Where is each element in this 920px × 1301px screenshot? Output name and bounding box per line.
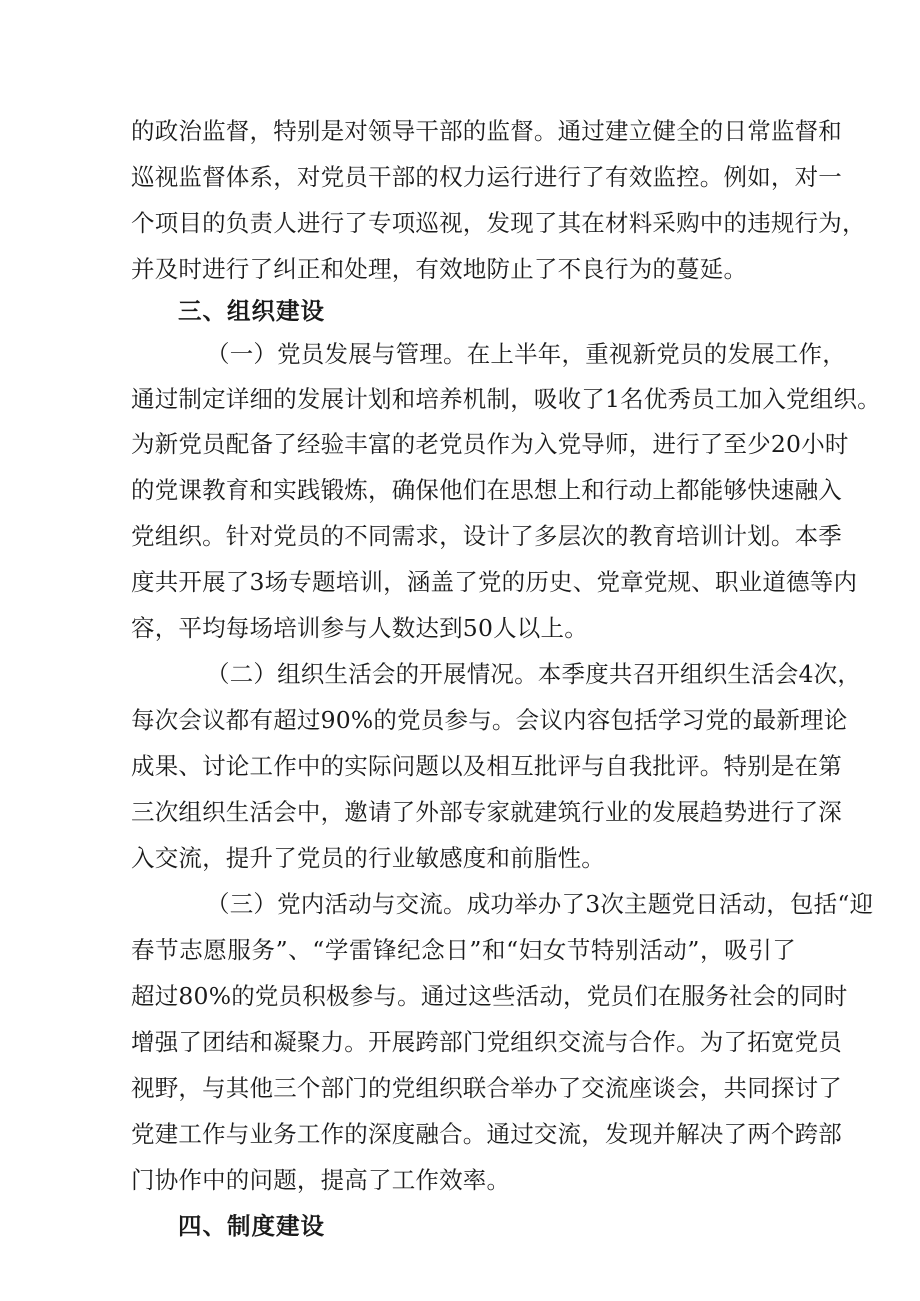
paragraph-line: 通过制定详细的发展计划和培养机制，吸收了1名优秀员工加入党组织。 [131,385,881,413]
paragraph-line: 党组织。针对党员的不同需求，设计了多层次的教育培训计划。本季 [131,522,842,550]
paragraph-line: 超过80%的党员积极参与。通过这些活动，党员们在服务社会的同时 [131,982,848,1010]
paragraph-line: 并及时进行了纠正和处理，有效地防止了不良行为的蔓延。 [131,255,748,283]
section-heading-institution: 四、制度建设 [178,1212,325,1240]
paragraph-line: 春节志愿服务”、“学雷锋纪念日”和“妇女节特别活动”，吸引了 [131,936,796,964]
paragraph-line: 的政治监督，特别是对领导干部的监督。通过建立健全的日常监督和 [131,117,842,145]
paragraph-line: （三）党内活动与交流。成功举办了3次主题党日活动，包括“迎 [206,890,874,918]
paragraph-line: 巡视监督体系，对党员干部的权力运行进行了有效监控。例如，对一 [131,163,842,191]
section-heading-organization: 三、组织建设 [178,297,325,325]
paragraph-line: 为新党员配备了经验丰富的老党员作为入党导师，进行了至少20小时 [131,430,849,458]
paragraph-line: 门协作中的问题，提高了工作效率。 [131,1166,511,1194]
paragraph-line: 个项目的负责人进行了专项巡视，发现了其在材料采购中的违规行为， [131,209,866,237]
paragraph-line: 度共开展了3场专题培训，涵盖了党的历史、党章党规、职业道德等内 [131,568,858,596]
paragraph-line: 党建工作与业务工作的深度融合。通过交流，发现并解决了两个跨部 [131,1120,842,1148]
paragraph-line: 的党课教育和实践锻炼，确保他们在思想上和行动上都能够快速融入 [131,476,842,504]
paragraph-line: 成果、讨论工作中的实际问题以及相互批评与自我批评。特别是在第 [131,752,842,780]
paragraph-line: 增强了团结和凝聚力。开展跨部门党组织交流与合作。为了拓宽党员 [131,1028,842,1056]
paragraph-line: 容，平均每场培训参与人数达到50人以上。 [131,614,588,642]
paragraph-line: 入交流，提升了党员的行业敏感度和前脂性。 [131,844,605,872]
paragraph-line: 每次会议都有超过90%的党员参与。会议内容包括学习党的最新理论 [131,706,848,734]
paragraph-line: 视野，与其他三个部门的党组织联合举办了交流座谈会，共同探讨了 [131,1074,842,1102]
paragraph-line: （一）党员发展与管理。在上半年，重视新党员的发展工作， [206,340,846,368]
paragraph-line: 三次组织生活会中，邀请了外部专家就建筑行业的发展趋势进行了深 [131,798,842,826]
paragraph-line: （二）组织生活会的开展情况。本季度共召开组织生活会4次， [206,660,862,688]
